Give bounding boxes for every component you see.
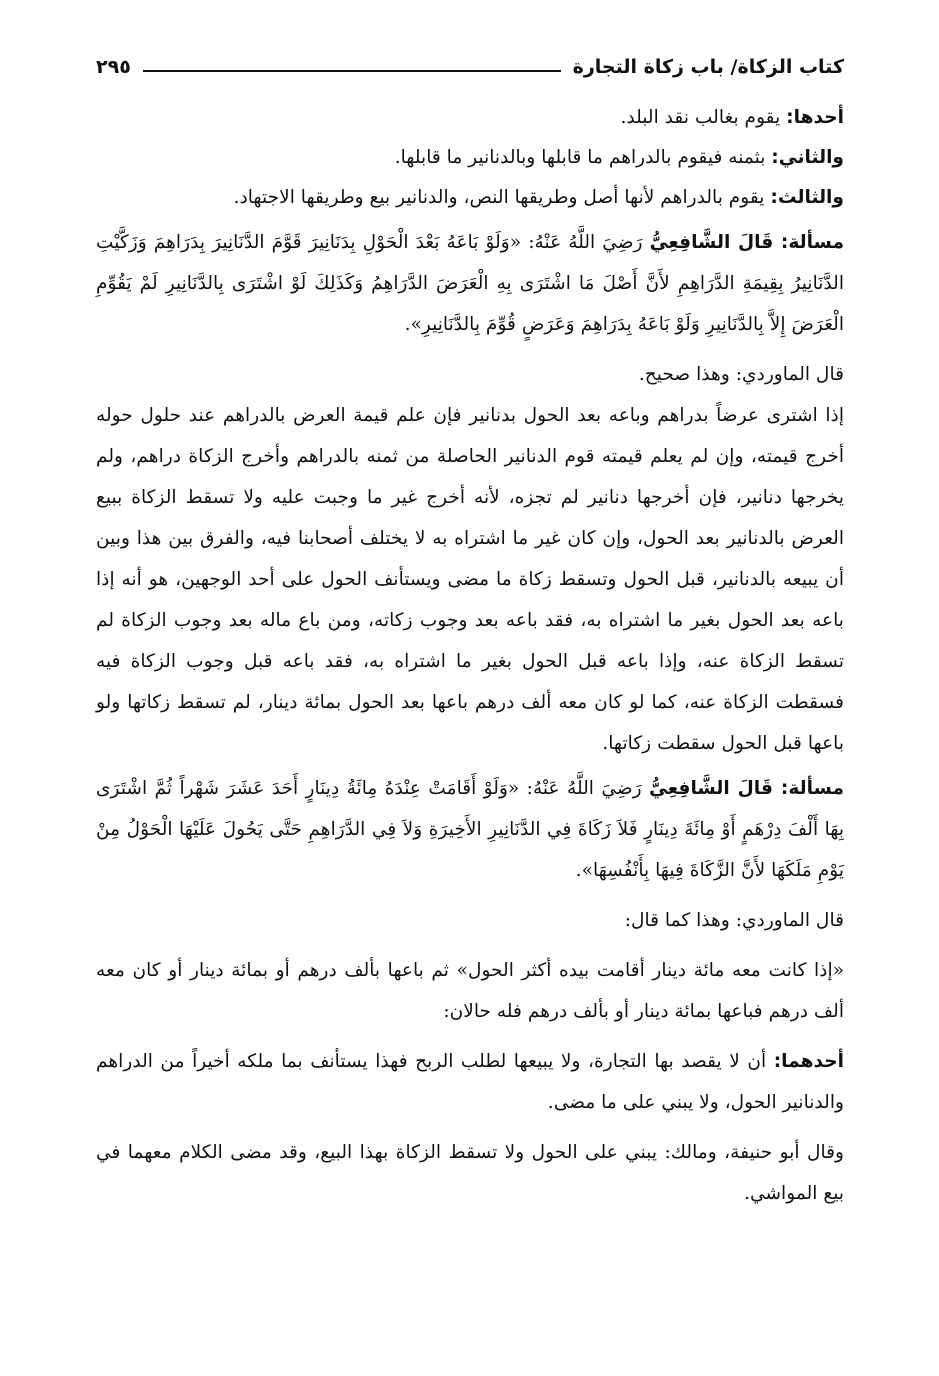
paragraph-text: قال الماوردي: وهذا صحيح. bbox=[638, 364, 844, 385]
paragraph-third-opinion bbox=[96, 178, 844, 218]
header-title: كتاب الزكاة/ باب زكاة التجارة bbox=[572, 56, 844, 78]
running-header bbox=[96, 44, 844, 90]
mawardi-comment-2 bbox=[96, 900, 844, 941]
paragraph-second-opinion bbox=[96, 138, 844, 178]
abu-hanifa-malik-paragraph bbox=[96, 1132, 844, 1214]
issue-1-shafii-text bbox=[96, 222, 844, 345]
commentary-paragraph-1 bbox=[96, 395, 844, 764]
paragraph-text: يقوم بالدراهم لأنها أصل وطريقها النص، والدنانير بيع وطريقها الاجتهاد. bbox=[233, 187, 771, 208]
page-number: ٢٩٥ bbox=[96, 56, 131, 78]
issue-label: مسألة: قَالَ الشَّافِعِيُّ bbox=[648, 778, 844, 799]
paragraph-text: وقال أبو حنيفة، ومالك: يبني على الحول ولا تسقط الزكاة بهذا البيع، وقد مضى الكلام معهما في بيع المواشي. bbox=[96, 1142, 844, 1204]
paragraph-text: قال الماوردي: وهذا كما قال: bbox=[624, 910, 844, 931]
book-page bbox=[96, 44, 844, 1214]
first-case-paragraph bbox=[96, 1041, 844, 1123]
paragraph-label: والثالث: bbox=[770, 187, 844, 208]
paragraph-label: والثاني: bbox=[771, 147, 844, 168]
paragraph-label: أحدهما: bbox=[773, 1051, 844, 1072]
paragraph-text: إذا اشترى عرضاً بدراهم وباعه بعد الحول بدنانير فإن علم قيمة العرض بالدراهم عند حلول حوله أخرج قيمته، وإن لم يعلم قيمته قوم الدنانير الحاصلة من ثمنه بالدراهم وأخرج الزكاة دراهم، ولم يخرجها دنانير، فإن أخرجها دنانير لم تجزه، لأنه أخرج غير ما وجبت عليه ولا تسقط الزكاة ببيع العرض بالدنانير بعد الحول، وإن كان غير ما اشتراه به لا يختلف أصحابنا فيه، والفرق بين هذا وبين أن يبيعه بالدنانير، قبل الحول وتسقط زكاة ما مضى ويستأنف الحول على أحد الوجهين، هو أنه إذا باعه بعد الحول بغير ما اشتراه به، فقد باعه بعد وجوب زكاته، ومن باع ماله بعد وجوب الزكاة لم تسقط الزكاة عنه، وإذا باعه قبل الحول بغير ما اشتراه به، فقد باعه قبل وجوب الزكاة فيه فسقطت الزكاة عنه، كما لو كان معه ألف درهم باعها بعد الحول بمائة دينار، لم تسقط زكاتها ولو باعها قبل الحول سقطت زكاتها. bbox=[96, 405, 844, 754]
paragraph-label: أحدها: bbox=[786, 107, 844, 128]
commentary-paragraph-2 bbox=[96, 950, 844, 1032]
issue-text: رَضِيَ اللَّهُ عَنْهُ: «وَلَوْ أَقَامَتْ عِنْدَهُ مِائَةُ دِينَارٍ أَحَدَ عَشَرَ شَهْراً ثُمَّ اشْتَرَى بِهَا أَلْفَ دِرْهَمٍ أَوْ مِائَةَ دِينَارٍ فَلاَ زَكَاةَ فِي الدَّنَانِيرِ الأَخِيرَةِ وَلاَ فِي الدَّرَاهِمِ حَتَّى يَحُولَ عَلَيْهَا الْحَوْلُ مِنْ يَوْمِ مَلَكَهَا لأَنَّ الزَّكَاةَ فِيهَا بِأَنْفُسِهَا». bbox=[96, 778, 844, 881]
paragraph-first-opinion bbox=[96, 98, 844, 138]
paragraph-text: يقوم بغالب نقد البلد. bbox=[620, 107, 787, 128]
paragraph-text: «إذا كانت معه مائة دينار أقامت بيده أكثر الحول» ثم باعها بألف درهم أو بمائة دينار أو كان معه ألف درهم فباعها بمائة دينار أو بألف درهم فله حالان: bbox=[96, 960, 844, 1022]
issue-2-shafii-text bbox=[96, 768, 844, 891]
paragraph-text: بثمنه فيقوم بالدراهم ما قابلها وبالدنانير ما قابلها. bbox=[394, 147, 772, 168]
mawardi-comment-1 bbox=[96, 354, 844, 395]
paragraph-text: أن لا يقصد بها التجارة، ولا يبيعها لطلب الربح فهذا يستأنف بما ملكه أخيراً من الدراهم والدنانير الحول، ولا يبني على ما مضى. bbox=[96, 1051, 844, 1113]
issue-text: رَضِيَ اللَّهُ عَنْهُ: «وَلَوْ بَاعَهُ بَعْدَ الْحَوْلِ بِدَنَانِيرَ قَوَّمَ الدَّنَانِيرَ بِدَرَاهِمَ وَزَكَّيْتِ الدَّنَانِيرُ بِقِيمَةِ الدَّرَاهِمِ لأَنَّ أَصْلَ مَا اشْتَرَى بِهِ الْعَرَضَ الدَّرَاهِمُ وَكَذَلِكَ لَوْ اشْتَرَى بِالدَّنَانِيرِ لَمْ يَقُوِّمِ الْعَرَضَ إِلاَّ بِالدَّنَانِيرِ وَلَوْ بَاعَهُ بِدَرَاهِمَ وَعَرَضٍ قُوِّمَ بِالدَّنَانِيرِ». bbox=[96, 232, 844, 335]
issue-label: مسألة: قَالَ الشَّافِعِيُّ bbox=[649, 232, 844, 253]
header-rule bbox=[143, 70, 561, 72]
